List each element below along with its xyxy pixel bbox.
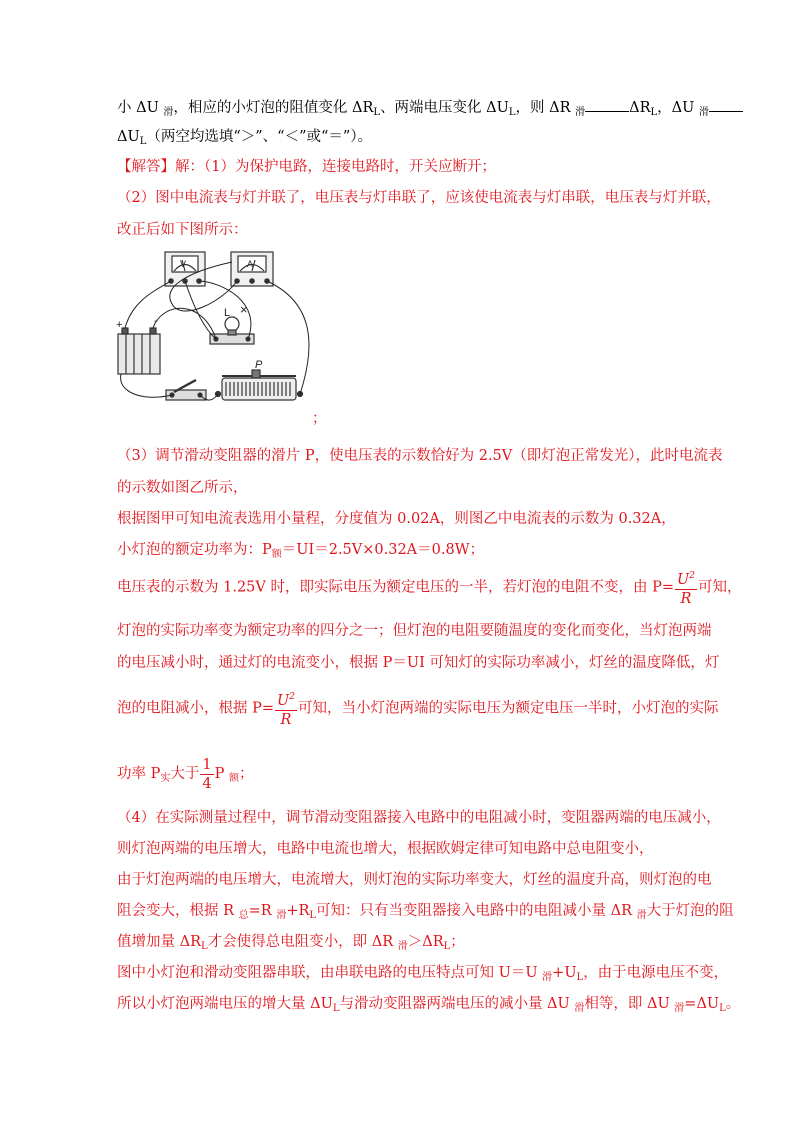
lamp-label: L [224,307,231,319]
answer-line-3d: 小灯泡的额定功率为：$P_额=UI=2.5V\times 0.32A=0.8W$； [117,542,485,560]
answer-tag: 【解答】 [117,159,175,175]
answer-line-4a: （4）在实际测量过程中，调节滑动变阻器接入电路中的电阻减小时，变阻器两端的电压减小， [117,810,721,826]
ammeter-icon [231,252,273,286]
answer-line-3c: 根据图甲可知电流表选用小量程，分度值为 0.02A，则图乙中电流表的示数为 0.32A， [117,511,676,527]
switch-icon [166,380,206,400]
question-line-2: $\Delta U_L$（两空均选填“＞”、“＜”或“＝”）。 [117,129,373,147]
battery-minus-label: - [154,315,158,327]
answer-line-4c: 由于灯泡两端的电压增大，电流增大，则灯泡的实际功率变大，灯丝的温度升高，则灯泡的电 [117,872,712,888]
figure-semicolon: ； [312,411,327,427]
question-line-1: 小 ΔU $_滑$，相应的小灯泡的阻值变化 $\Delta R_L$、两端电压变化 $\Delta U_L$，则 ΔR $_滑$ $\Delta R_L$，ΔU $_滑$ [117,97,743,120]
answer-line-4f: 图中小灯泡和滑动变阻器串联，由串联电路的电压特点可知 U＝U $_滑+U_L$，由于电源电压不变， [117,965,729,983]
answer-line-2a: （2）图中电流表与灯并联了，电压表与灯串联了，应该使电流表与灯串联，电压表与灯并联， [117,190,721,206]
answer-line-3a: （3）调节滑动变阻器的滑片 P，使电压表的示数恰好为 2.5V（即灯泡正常发光），此时电流表 [117,448,723,464]
answer-line-2b: 改正后如下图所示： [117,222,248,238]
answer-line-4d: 阻会变大，根据 R $_总$=R $_滑+R_L$可知：只有当变阻器接入电路中的电阻减小量 ΔR $_滑$大于灯泡的阻 [117,903,734,921]
answer-line-3h: 泡的电阻减小，根据 P= $\frac{U^2}{R}$ 可知，当小灯泡两端的实际电压为额定电压一半时，小灯泡的实际 [117,688,718,729]
answer-line-1: 【解答】解：（1）为保护电路，连接电路时，开关应断开； [117,159,496,175]
answer-line-4e: 值增加量 $\Delta R_L$才会使得总电阻变小，即 ΔR $_滑>\Delta R_L$； [117,934,465,952]
battery-icon [118,328,160,374]
answer-line-4g: 所以小灯泡两端电压的增大量 $\Delta U_L$与滑动变阻器两端电压的减小量 ΔU $_滑$相等，即 ΔU $_滑=\Delta U_L$。 [117,996,741,1014]
lamp-icon [210,317,254,344]
answer-line-3i: 功率 $P_实$大于 $\frac{1}{4}$ P $_额$； [117,756,254,792]
answer-blank-1[interactable] [585,97,629,112]
voltmeter-icon [165,252,205,286]
answer-line-3e: 电压表的示数为 1.25V 时，即实际电压为额定电压的一半，若灯泡的电阻不变，由 P= $\frac{U^2}{R}$ 可知， [117,567,741,608]
answer-line-3g: 的电压减小时，通过灯的电流变小，根据 P＝UI 可知灯的实际功率减小，灯丝的温度降低，灯 [117,655,720,671]
power-formula-fraction-2: $\frac{U^2}{R}$ [275,688,297,729]
cross-mark-label: × [240,302,248,317]
rheostat-icon [216,370,303,400]
ammeter-label: A [247,259,254,269]
answer-blank-2[interactable] [709,97,743,112]
quarter-fraction: $\frac{1}{4}$ [202,756,212,792]
corrected-circuit-figure [112,242,322,420]
battery-plus-label: + [116,319,123,331]
power-formula-fraction: $\frac{U^2}{R}$ [675,567,697,608]
answer-line-4b: 则灯泡两端的电压增大，电路中电流也增大，根据欧姆定律可知电路中总电阻变小， [117,841,654,857]
answer-line-3b: 的示数如图乙所示， [117,480,248,496]
slider-label: P [255,359,263,371]
voltmeter-label: V [180,259,187,269]
answer-line-3f: 灯泡的实际功率变为额定功率的四分之一；但灯泡的电阻要随温度的变化而变化，当灯泡两端 [117,623,712,639]
